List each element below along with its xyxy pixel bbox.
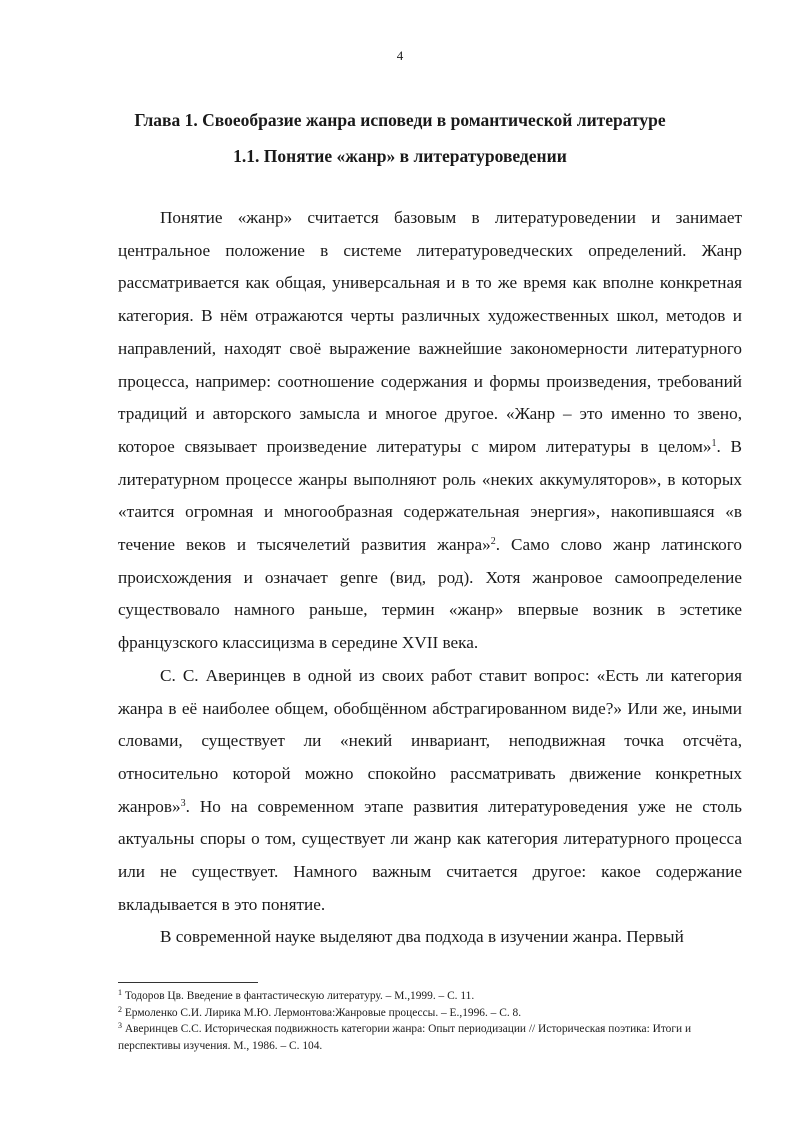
paragraph-2 <box>118 660 742 922</box>
body-text <box>118 202 742 954</box>
paragraph-1-text-b: . В литературном процессе жанры выполняют роль «неких аккумуляторов», в которых «таится огромная и многообразная содержательная энергия», накопившаяся «в течение веков и тысячелетий развития жанра» <box>118 436 742 555</box>
footnote-divider <box>118 982 258 983</box>
paragraph-1-text-c: . Само слово жанр латинского происхождения и означает genre (вид, род). Хотя жанровое самоопределение существовало намного раньше, термин «жанр» впервые возник в эстетике французского классицизма в середине XVII века. <box>118 535 742 653</box>
footnote-1 <box>118 988 742 1005</box>
footnote-2-text: Ермоленко С.И. Лирика М.Ю. Лермонтова:Жанровые процессы. – Е.,1996. – С. 8. <box>122 1006 522 1019</box>
footnote-3-text: Аверинцев С.С. Историческая подвижность категории жанра: Опыт периодизации // Историческая поэтика: Итоги и перспективы изучения. М., 1986. – С. 104. <box>118 1023 692 1052</box>
footnote-1-number: 1 <box>118 988 122 997</box>
section-title: 1.1. Понятие «жанр» в литературоведении <box>233 146 567 166</box>
paragraph-3-text: В современной науке выделяют два подхода в изучении жанра. Первый <box>160 927 684 947</box>
footnote-2 <box>118 1005 742 1022</box>
footnote-2-number: 2 <box>118 1004 122 1014</box>
chapter-title: Глава 1. Своеобразие жанра исповеди в романтической литературе <box>134 110 666 130</box>
footnote-3-number: 3 <box>118 1021 122 1030</box>
paragraph-1 <box>118 202 742 660</box>
footnotes <box>118 988 742 1054</box>
paragraph-3 <box>118 921 742 954</box>
paragraph-2-text-b: . Но на современном этапе развития литературоведения уже не столь актуальны споры о том, существует ли жанр как категория литературного процесса или не существует. Намного важным считается другое: какое содержание вкладывается в это понятие. <box>118 796 742 914</box>
footnote-ref-2: 2 <box>490 536 496 548</box>
footnote-1-text: Тодоров Цв. Введение в фантастическую литературу. – М.,1999. – С. 11. <box>122 990 475 1002</box>
footnote-3 <box>118 1021 742 1054</box>
page-number: 4 <box>396 48 404 63</box>
paragraph-2-text-a: С. С. Аверинцев в одной из своих работ ставит вопрос: «Есть ли категория жанра в её наиболее общем, обобщённом абстрагированном виде?» Или же, иными словами, существует ли «некий инвариант, неподвижная точка отсчёта, относительно которой можно спокойно рассматривать движение конкретных жанров» <box>118 665 742 816</box>
footnote-ref-1: 1 <box>711 437 717 449</box>
footnote-ref-3: 3 <box>180 797 186 809</box>
paragraph-1-text-a: Понятие «жанр» считается базовым в литературоведении и занимает центральное положение в системе литературоведческих определений. Жанр рассматривается как общая, универсальная и в то же время как вполне конкретная категория. В нём отражаются черты различных художественных школ, методов и направлений, находят своё выражение важнейшие закономерности литературного процесса, например: соотношение содержания и формы произведения, требований традиций и авторского замысла и многое другое. «Жанр – это именно то звено, которое связывает произведение литературы с миром литературы в целом» <box>118 208 742 456</box>
